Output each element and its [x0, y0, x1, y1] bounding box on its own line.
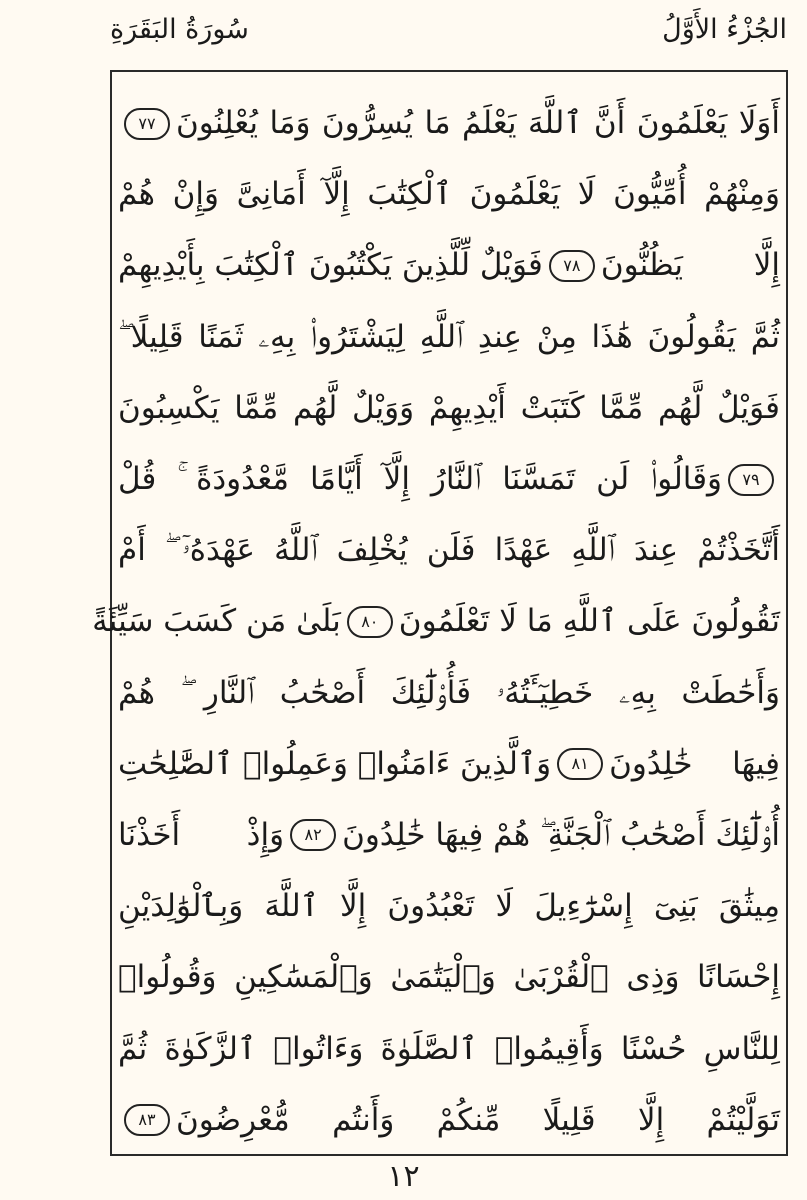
- verse-text: بَلَىٰ مَن كَسَبَ سَيِّئَةً: [92, 603, 341, 640]
- verse-text: فَوَيْلٌ لِّلَّذِينَ يَكْتُبُونَ ٱلْكِتَٰبَ بِأَيْدِيهِمْ: [118, 247, 543, 284]
- verse-text: مِيثَٰقَ بَنِىٓ إِسْرَٰٓءِيلَ لَا تَعْبُدُونَ إِلَّا ٱللَّهَ وَبِٱلْوَٰلِدَيْنِ: [118, 888, 780, 925]
- verse-line: [118, 729, 780, 800]
- verse-line: [118, 88, 780, 159]
- verse-text: إِلَّا يَظُنُّونَ: [600, 247, 780, 284]
- ayah-number-marker: ٧٧: [124, 108, 170, 140]
- verse-line: [118, 373, 780, 444]
- verse-text: تَقُولُونَ عَلَى ٱللَّهِ مَا لَا تَعْلَمُونَ: [398, 603, 780, 640]
- verse-text: وَقَالُوا۟ لَن تَمَسَّنَا ٱلنَّارُ إِلَّآ أَيَّامًا مَّعْدُودَةً ۚ قُلْ: [118, 461, 722, 498]
- ayah-number-marker: ٨٠: [347, 606, 393, 638]
- juz-title: الجُزْءُ الأَوَّلُ: [662, 14, 787, 45]
- ayah-number-marker: ٨٣: [124, 1104, 170, 1136]
- verse-text: أَتَّخَذْتُمْ عِندَ ٱللَّهِ عَهْدًا فَلَن يُخْلِفَ ٱللَّهُ عَهْدَهُۥٓ ۖ أَمْ: [118, 532, 780, 569]
- verse-line: [118, 444, 780, 515]
- verse-text: تَوَلَّيْتُمْ إِلَّا قَلِيلًا مِّنكُمْ وَأَنتُم مُّعْرِضُونَ: [176, 1101, 780, 1138]
- verse-line: [118, 159, 780, 230]
- page-number: ١٢: [387, 1159, 420, 1194]
- verse-text: فَوَيْلٌ لَّهُم مِّمَّا كَتَبَتْ أَيْدِيهِمْ وَوَيْلٌ لَّهُم مِّمَّا يَكْسِبُونَ: [118, 389, 780, 426]
- verse-lines: [92, 88, 780, 1156]
- ayah-number-marker: ٨١: [557, 748, 603, 780]
- verse-line: [118, 1013, 780, 1084]
- verse-text: فِيهَا خَٰلِدُونَ: [609, 745, 780, 782]
- verse-text: وَمِنْهُمْ أُمِّيُّونَ لَا يَعْلَمُونَ ٱلْكِتَٰبَ إِلَّآ أَمَانِىَّ وَإِنْ هُمْ: [118, 176, 780, 213]
- page-header: [110, 14, 787, 54]
- verse-text: أَوَلَا يَعْلَمُونَ أَنَّ ٱللَّهَ يَعْلَمُ مَا يُسِرُّونَ وَمَا يُعْلِنُونَ: [176, 105, 780, 142]
- verse-text: إِحْسَانًا وَذِى ٱلْقُرْبَىٰ وَٱلْيَتَٰمَىٰ وَٱلْمَسَٰكِينِ وَقُولُوا۟: [118, 959, 780, 996]
- verse-text: وَٱلَّذِينَ ءَامَنُوا۟ وَعَمِلُوا۟ ٱلصَّٰلِحَٰتِ: [118, 745, 552, 782]
- verse-line: [118, 302, 780, 373]
- verse-text: أُو۟لَٰٓئِكَ أَصْحَٰبُ ٱلْجَنَّةِ ۖ هُمْ فِيهَا خَٰلِدُونَ: [342, 816, 780, 853]
- verse-line: [118, 800, 780, 871]
- verse-text: وَإِذْ أَخَذْنَا: [118, 816, 285, 853]
- ayah-number-marker: ٨٢: [290, 819, 336, 851]
- surah-title: سُورَةُ البَقَرَةِ: [110, 14, 249, 45]
- verse-line: [92, 586, 780, 657]
- ayah-number-marker: ٧٨: [549, 250, 595, 282]
- verse-line: [118, 658, 780, 729]
- verse-line: [118, 871, 780, 942]
- ayah-number-marker: ٧٩: [728, 464, 774, 496]
- verse-line: [118, 1085, 780, 1156]
- verse-text: وَأَحَٰطَتْ بِهِۦ خَطِيٓـَٔتُهُۥ فَأُو۟لَٰٓئِكَ أَصْحَٰبُ ٱلنَّارِ ۖ هُمْ: [118, 674, 780, 711]
- verse-line: [118, 942, 780, 1013]
- verse-line: [118, 515, 780, 586]
- verse-text: لِلنَّاسِ حُسْنًا وَأَقِيمُوا۟ ٱلصَّلَوٰةَ وَءَاتُوا۟ ٱلزَّكَوٰةَ ثُمَّ: [118, 1030, 780, 1067]
- verse-line: [118, 230, 780, 301]
- verse-text: ثُمَّ يَقُولُونَ هَٰذَا مِنْ عِندِ ٱللَّهِ لِيَشْتَرُوا۟ بِهِۦ ثَمَنًا قَلِيلًا ۖ: [118, 318, 780, 355]
